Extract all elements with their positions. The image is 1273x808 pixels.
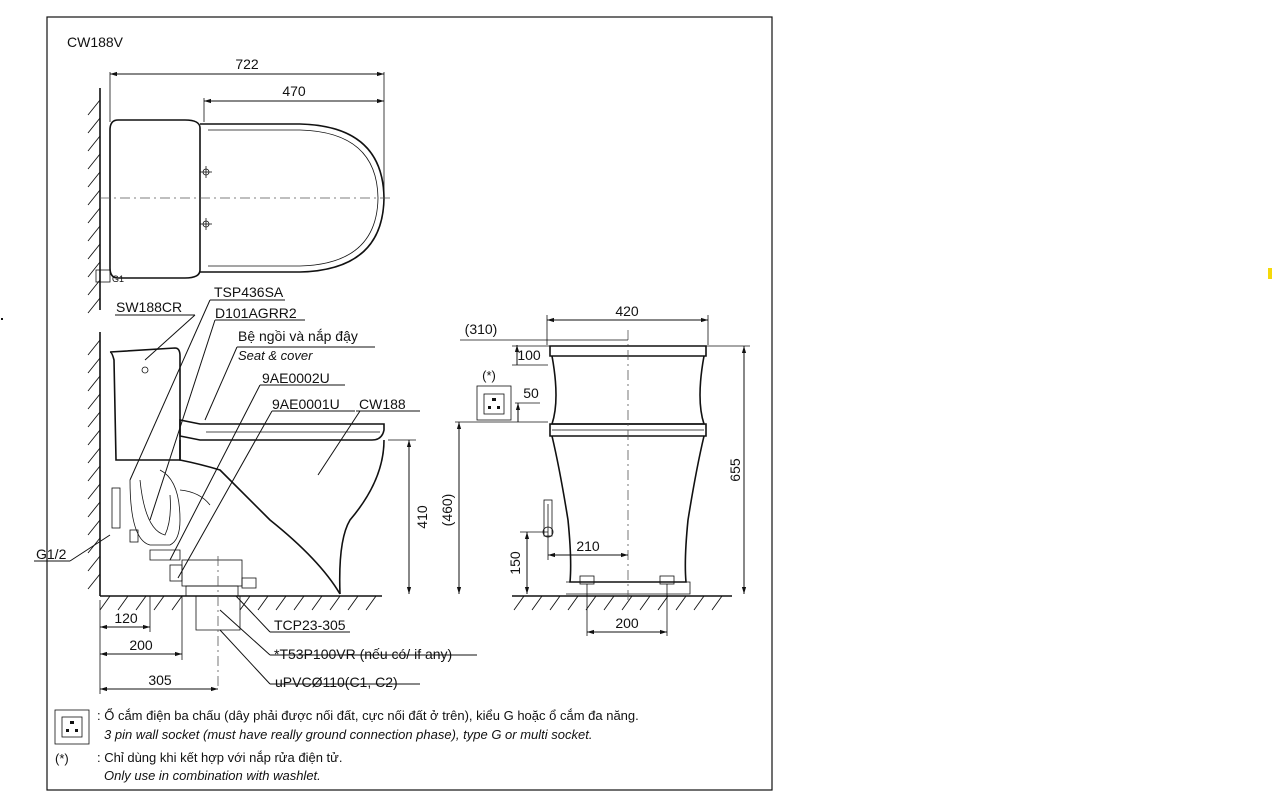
- label-part-b: 9AE0001U: [272, 396, 340, 412]
- label-flange: TCP23-305: [274, 617, 346, 633]
- label-adapter: *T53P100VR (nếu có/ if any): [274, 646, 453, 662]
- label-pipe: uPVCØ110(C1, C2): [275, 674, 398, 690]
- side-bowl-outline: [340, 440, 384, 594]
- svg-text:G1: G1: [112, 274, 125, 284]
- dim-305: 305: [148, 672, 172, 688]
- dim-722: 722: [235, 56, 259, 72]
- top-view: [88, 56, 392, 313]
- label-part-a: 9AE0002U: [262, 370, 330, 386]
- side-seat: [180, 420, 384, 440]
- dim-210: 210: [576, 538, 600, 554]
- legend-star-mark: (*): [55, 751, 69, 766]
- legend-socket-vi: : Ổ cắm điện ba chấu (dây phải được nối đất, cực nối đất ở trên), kiểu G hoặc ổ cắm đa năng.: [97, 708, 639, 723]
- dim-420: 420: [615, 303, 639, 319]
- yellow-marker: [1268, 268, 1272, 279]
- dim-470: 470: [282, 83, 306, 99]
- side-tank: [110, 348, 180, 460]
- label-seat-en: Seat & cover: [238, 348, 313, 363]
- legend-star-vi: : Chỉ dùng khi kết hợp với nắp rửa điện tử.: [97, 750, 343, 765]
- dim-310: (310): [464, 321, 498, 337]
- dim-100: 100: [517, 347, 541, 363]
- front-socket: [477, 386, 511, 420]
- label-bowl: CW188: [359, 396, 406, 412]
- socket-icon: [55, 710, 89, 744]
- label-seat-vi: Bệ ngồi và nắp đậy: [238, 328, 358, 344]
- model-title: CW188V: [67, 34, 124, 50]
- dim-410: 410: [414, 505, 430, 529]
- side-view: [34, 284, 477, 694]
- front-view: [439, 303, 750, 636]
- dim-150: 150: [507, 551, 523, 575]
- legend-socket-en: 3 pin wall socket (must have really ground connection phase), type G or multi socket.: [104, 727, 593, 742]
- dim-460: (460): [439, 493, 455, 527]
- stray-dot: [1, 318, 3, 320]
- label-lid-part: D101AGRR2: [215, 305, 297, 321]
- dim-200-front: 200: [615, 615, 639, 631]
- dim-120: 120: [114, 610, 138, 626]
- legend: [55, 708, 639, 783]
- legend-star-en: Only use in combination with washlet.: [104, 768, 321, 783]
- label-inlet: G1/2: [36, 546, 67, 562]
- dim-655: 655: [727, 458, 743, 482]
- label-tank: SW188CR: [116, 299, 183, 315]
- label-flush-valve: TSP436SA: [214, 284, 284, 300]
- top-tank-outline: [110, 120, 200, 278]
- dim-50: 50: [523, 385, 539, 401]
- dim-200-side: 200: [129, 637, 153, 653]
- socket-mark: (*): [482, 368, 496, 383]
